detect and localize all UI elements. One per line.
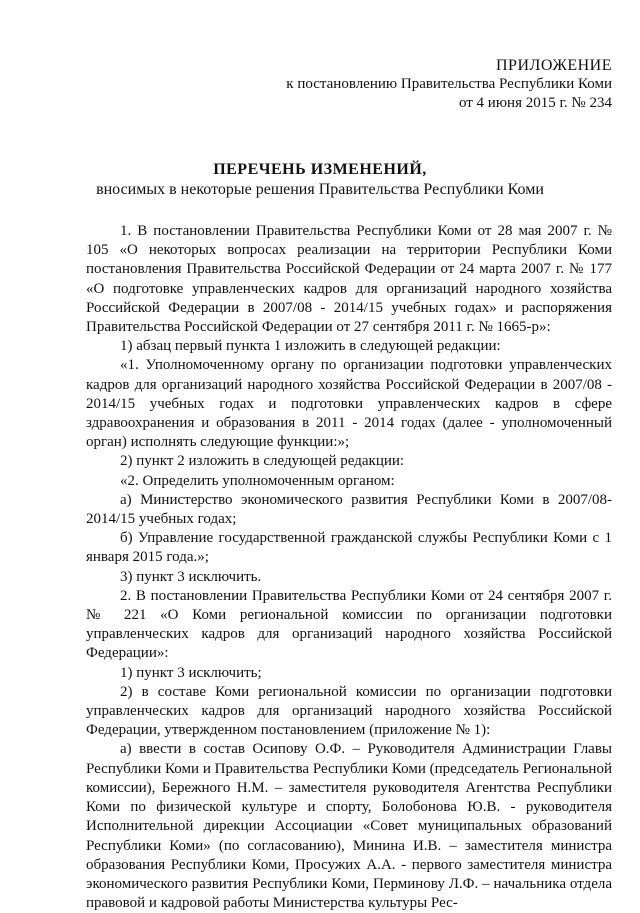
paragraph: 1) абзац первый пункта 1 изложить в следующей редакции: [120,338,501,355]
paragraph: 1) пункт 3 исключить; [120,664,262,681]
document-title [0,160,640,200]
paragraph: 2) пункт 2 изложить в следующей редакции: [120,453,405,470]
paragraph: б) Управление государственной гражданской службы Республики Коми с 1 января 2015 года.»; [86,530,612,566]
paragraph: 2. В постановлении Правительства Республики Коми от 24 сентября 2007 г. № 221 «О Коми региональной комиссии по организации подготовки управленческих кадров для организаций народного хозяйства Российской Федерации»: [86,587,612,662]
paragraph: «1. Уполномоченному органу по организации подготовки управленческих кадров для организаций народного хозяйства Российской Федерации в 2007/08 - 2014/15 учебных годах и подготовки управленческих кадров в сфере здравоохранения и образования в 2011 - 2014 годах (далее - уполномоченный орган) исполнять следующие функции:»; [86,357,612,451]
title-subtitle: вносимых в некоторые решения Правительства Республики Коми [96,181,544,198]
paragraph: 3) пункт 3 исключить. [120,568,262,585]
title-main: ПЕРЕЧЕНЬ ИЗМЕНЕНИЙ, [213,161,427,178]
appendix-date-line: от 4 июня 2015 г. № 234 [458,95,612,111]
appendix-caption: ПРИЛОЖЕНИЕ [495,57,612,74]
appendix-reference-line: к постановлению Правительства Республики Коми [286,76,612,92]
paragraph: 2) в составе Коми региональной комиссии по организации подготовки управленческих кадров для организаций народного хозяйства Российской Федерации, утвержденном постановлением (приложение № 1): [86,683,612,739]
document-body [86,222,612,913]
paragraph: а) ввести в состав Осипову О.Ф. – Руководителя Администрации Главы Республики Коми и Правительства Республики Коми (председатель Региональной комиссии), Бережного Н.М. – заместителя руководителя Агентства Республики Коми по физической культуре и спорту, Болобонова Ю.В. - руководителя Исполнительной дирекции Ассоциации «Совет муниципальных образований Республики Коми» (по согласованию), Минина И.В. – заместителя министра образования Республики Коми, Просужих А.А. - первого заместителя министра экономического развития Республики Коми, Перминову Л.Ф. – начальника отдела правовой и кадровой работы Министерства культуры Рес- [86,741,612,912]
paragraph: а) Министерство экономического развития Республики Коми в 2007/08-2014/15 учебных годах; [86,491,612,528]
appendix-header [286,56,612,113]
paragraph: «2. Определить уполномоченным органом: [120,472,395,489]
paragraph: 1. В постановлении Правительства Республики Коми от 28 мая 2007 г. № 105 «О некоторых вопросах реализации на территории Республики Коми постановления Правительства Российской Федерации от 24 марта 2007 г. № 177 «О подготовке управленческих кадров для организаций народного хозяйства Российской Федерации в 2007/08 - 2014/15 учебных годах» и распоряжения Правительства Российской Федерации от 27 сентября 2011 г. № 1665-р»: [86,223,612,336]
